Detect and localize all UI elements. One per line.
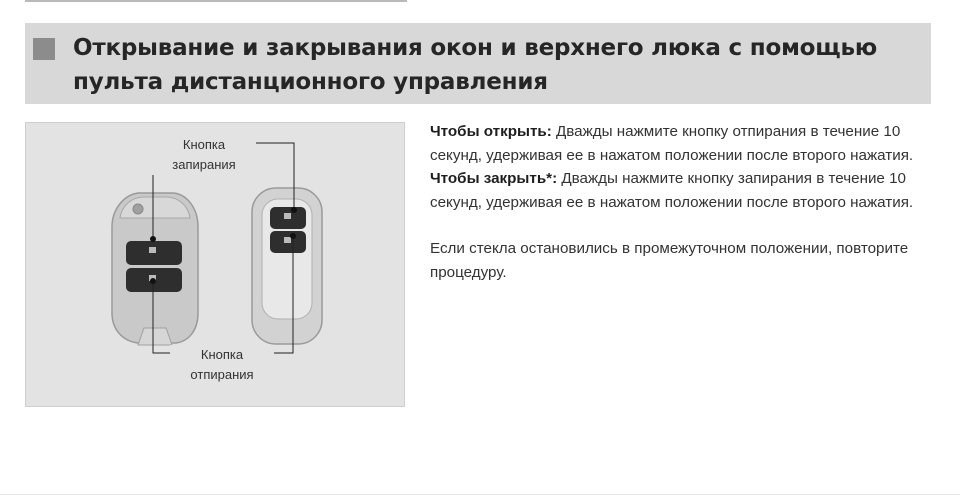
smart-key-fob xyxy=(252,188,322,344)
lock-symbol-icon xyxy=(149,247,156,253)
lock-label-line-2: запирания xyxy=(172,157,236,172)
section-header xyxy=(25,23,931,104)
close-lead: Чтобы закрыть*: xyxy=(430,170,558,187)
unlock-label-line-2: отпирания xyxy=(190,367,254,382)
flip-key-fob xyxy=(112,193,198,345)
section-marker-square xyxy=(33,38,55,60)
instructions-text xyxy=(430,120,940,284)
unlock-label-line-1: Кнопка xyxy=(200,347,244,362)
flip-key-release xyxy=(133,204,143,214)
close-body: Дважды нажмите кнопку запирания в течение 10 секунд, удерживая ее в нажатом положении после второго нажатия. xyxy=(430,170,914,211)
unlock-symbol-icon xyxy=(284,237,291,243)
lock-callout-dot xyxy=(150,236,156,242)
stopped-windows-note: Если стекла остановились в промежуточном положении, повторите процедуру. xyxy=(430,240,909,281)
section-title-line-2: пульта дистанционного управления xyxy=(73,69,548,95)
unlock-callout-dot xyxy=(290,233,296,239)
open-lead: Чтобы открыть: xyxy=(430,123,552,140)
lock-symbol-icon xyxy=(284,213,291,219)
lock-callout-dot xyxy=(291,207,297,213)
bottom-rule xyxy=(0,494,960,495)
open-body: Дважды нажмите кнопку отпирания в течение 10 секунд, удерживая ее в нажатом положении после второго нажатия. xyxy=(430,123,914,164)
section-title xyxy=(73,31,923,99)
top-rule xyxy=(25,0,407,2)
close-instruction xyxy=(430,167,940,214)
open-instruction xyxy=(430,120,940,167)
lock-button-label xyxy=(152,135,256,175)
paragraph-gap xyxy=(430,214,940,237)
unlock-button-label xyxy=(170,345,274,385)
flip-key-ring-tab xyxy=(138,328,172,345)
unlock-callout-dot xyxy=(150,278,156,284)
section-title-line-1: Открывание и закрывания окон и верхнего люка с помощью xyxy=(73,35,877,61)
lock-label-line-1: Кнопка xyxy=(182,137,226,152)
key-fob-illustration xyxy=(25,122,405,407)
